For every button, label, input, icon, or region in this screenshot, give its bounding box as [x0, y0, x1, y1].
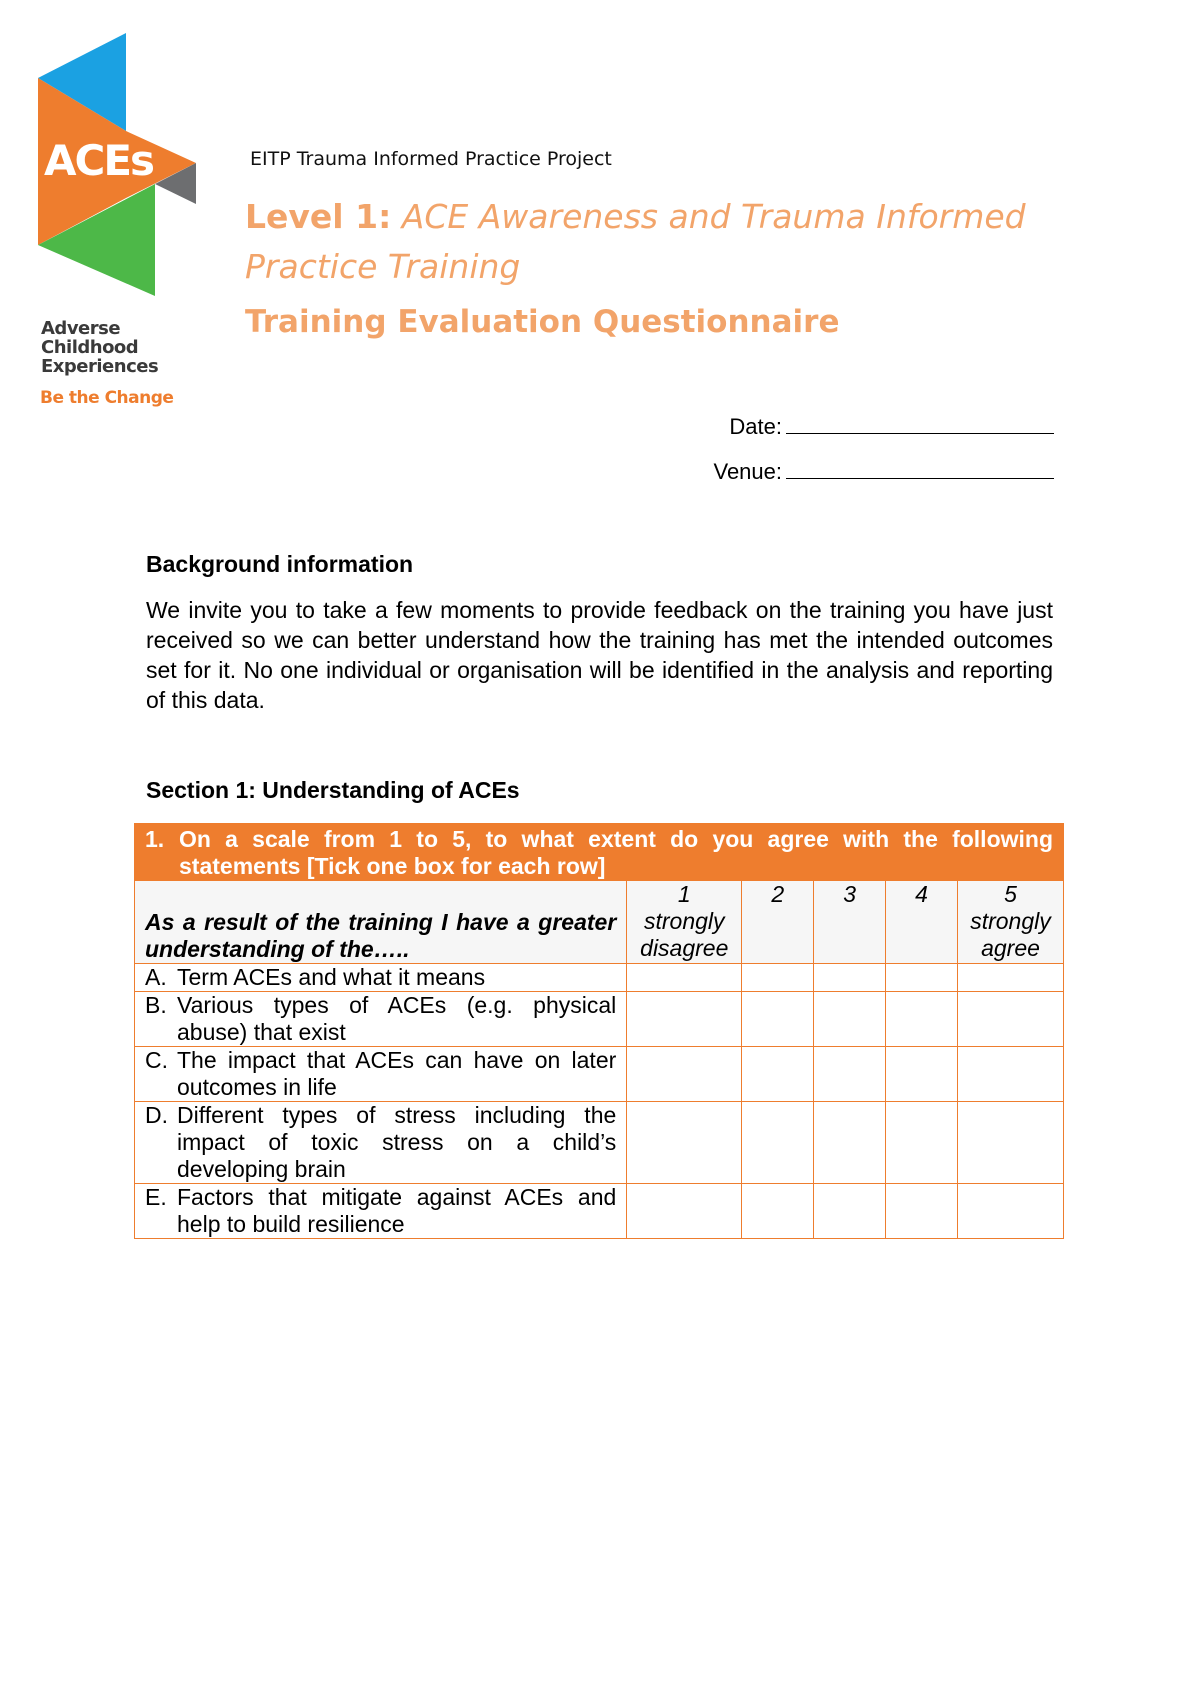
- item-b-tick-2[interactable]: [742, 992, 814, 1047]
- scale-4-header: 4: [886, 881, 958, 964]
- item-d-letter: D.: [145, 1102, 168, 1128]
- item-e-letter: E.: [145, 1184, 167, 1210]
- scale-5-header: [957, 881, 1063, 964]
- item-c-tick-1[interactable]: [627, 1047, 742, 1102]
- item-a-tick-4[interactable]: [886, 964, 958, 992]
- section1-table: [134, 823, 1064, 1239]
- item-a-tick-2[interactable]: [742, 964, 814, 992]
- logo-line-adverse: Adverse: [41, 318, 121, 339]
- item-b-tick-3[interactable]: [814, 992, 886, 1047]
- item-e-text: Factors that mitigate against ACEs and help to build resilience: [177, 1184, 617, 1237]
- level-heading: [245, 192, 1075, 292]
- scale-header-row: [135, 881, 1064, 964]
- item-a-tick-5[interactable]: [957, 964, 1063, 992]
- logo-mark: ACEs: [44, 136, 154, 185]
- item-c-cell: [135, 1047, 627, 1102]
- item-a-tick-1[interactable]: [627, 964, 742, 992]
- scale-1-number: 1: [677, 881, 691, 907]
- scale-1-label-b: disagree: [640, 935, 729, 961]
- section1-heading: Section 1: Understanding of ACEs: [146, 777, 520, 803]
- project-name: EITP Trauma Informed Practice Project: [250, 148, 612, 170]
- item-row-a: [135, 964, 1064, 992]
- logo-wordmark: [41, 319, 158, 376]
- logo-tagline: Be the Change: [40, 388, 174, 408]
- level-label: Level 1:: [245, 197, 392, 236]
- item-row-e: [135, 1184, 1064, 1239]
- venue-line[interactable]: [786, 458, 1054, 479]
- date-field[interactable]: [729, 413, 1054, 440]
- item-c-letter: C.: [145, 1047, 168, 1073]
- item-c-tick-2[interactable]: [742, 1047, 814, 1102]
- item-e-tick-1[interactable]: [627, 1184, 742, 1239]
- item-a-letter: A.: [145, 964, 167, 990]
- item-a-tick-3[interactable]: [814, 964, 886, 992]
- scale-5-label-a: strongly: [970, 908, 1051, 934]
- questionnaire-title: Training Evaluation Questionnaire: [245, 304, 840, 340]
- scale-3-header: 3: [814, 881, 886, 964]
- question-text: On a scale from 1 to 5, to what extent do you agree with the following statements [Tick one box for each row]: [179, 826, 1053, 879]
- venue-field[interactable]: [713, 458, 1054, 485]
- item-d-cell: [135, 1102, 627, 1184]
- item-c-text: The impact that ACEs can have on later outcomes in life: [177, 1047, 617, 1100]
- item-a-text: Term ACEs and what it means: [177, 964, 486, 990]
- scale-2-header: 2: [742, 881, 814, 964]
- venue-label: Venue:: [713, 459, 782, 484]
- background-text: We invite you to take a few moments to provide feedback on the training you have just received so we can better understand how the training has met the intended outcomes set for it. No one individual or organisation will be identified in the analysis and reporting of this data.: [146, 597, 1053, 713]
- question-stem: As a result of the training I have a greater understanding of the…..: [135, 881, 627, 964]
- item-c-tick-5[interactable]: [957, 1047, 1063, 1102]
- item-row-d: [135, 1102, 1064, 1184]
- item-d-tick-5[interactable]: [957, 1102, 1063, 1184]
- item-a-cell: [135, 964, 627, 992]
- date-line[interactable]: [786, 413, 1054, 434]
- background-heading: Background information: [146, 551, 414, 577]
- item-d-tick-4[interactable]: [886, 1102, 958, 1184]
- level-title: ACE Awareness and Trauma Informed Practice Training: [245, 197, 1026, 286]
- item-e-tick-4[interactable]: [886, 1184, 958, 1239]
- logo-line-experiences: Experiences: [41, 356, 159, 377]
- item-b-letter: B.: [145, 992, 167, 1018]
- date-label: Date:: [729, 414, 782, 439]
- question-cell: [135, 824, 1064, 881]
- item-b-tick-5[interactable]: [957, 992, 1063, 1047]
- item-c-tick-3[interactable]: [814, 1047, 886, 1102]
- item-c-tick-4[interactable]: [886, 1047, 958, 1102]
- item-row-b: [135, 992, 1064, 1047]
- question-row: [135, 824, 1064, 881]
- logo-line-childhood: Childhood: [41, 337, 139, 358]
- question-number: 1.: [145, 826, 165, 852]
- item-b-cell: [135, 992, 627, 1047]
- item-b-tick-1[interactable]: [627, 992, 742, 1047]
- scale-5-label-b: agree: [981, 935, 1040, 961]
- item-d-text: Different types of stress including the impact of toxic stress on a child’s developing brain: [177, 1102, 617, 1182]
- item-e-tick-2[interactable]: [742, 1184, 814, 1239]
- scale-5-number: 5: [1004, 881, 1017, 907]
- item-b-tick-4[interactable]: [886, 992, 958, 1047]
- item-d-tick-2[interactable]: [742, 1102, 814, 1184]
- item-e-tick-3[interactable]: [814, 1184, 886, 1239]
- item-row-c: [135, 1047, 1064, 1102]
- scale-1-header: [627, 881, 742, 964]
- scale-1-label-a: strongly: [644, 908, 725, 934]
- item-b-text: Various types of ACEs (e.g. physical abuse) that exist: [177, 992, 617, 1045]
- item-d-tick-1[interactable]: [627, 1102, 742, 1184]
- item-d-tick-3[interactable]: [814, 1102, 886, 1184]
- item-e-cell: [135, 1184, 627, 1239]
- item-e-tick-5[interactable]: [957, 1184, 1063, 1239]
